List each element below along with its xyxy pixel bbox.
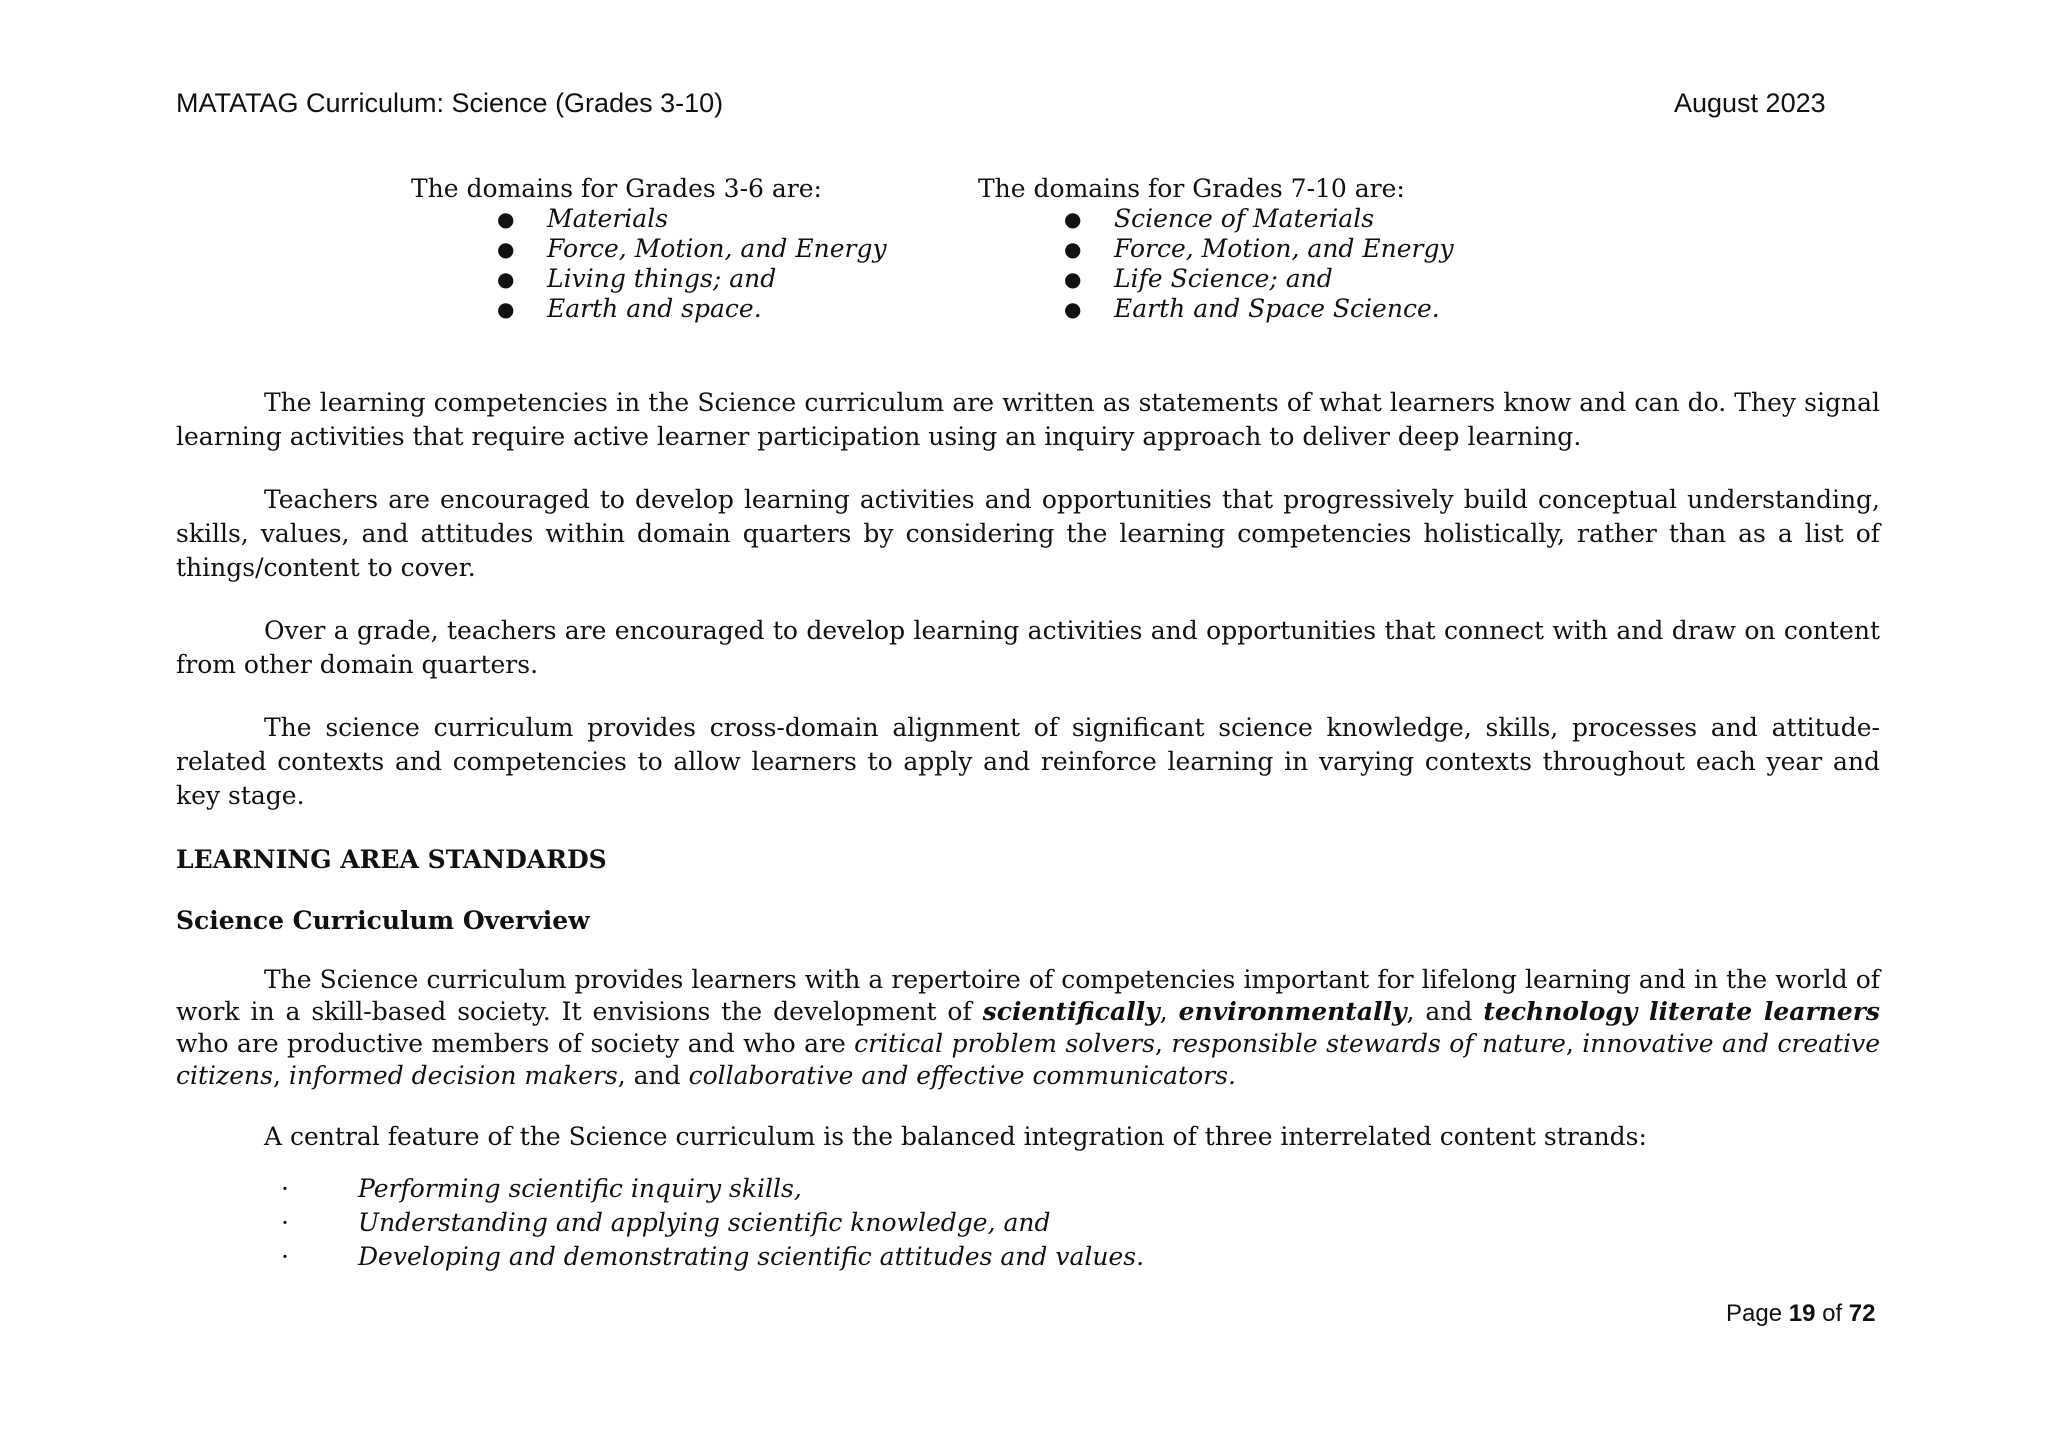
bullet-icon: ● — [1064, 207, 1082, 231]
subsection-heading: Science Curriculum Overview — [176, 906, 590, 935]
bullet-icon: ● — [497, 237, 515, 261]
bullet-icon: ● — [1064, 267, 1082, 291]
list-item: ● Science of Materials — [1064, 204, 1375, 233]
list-item: · Performing scientific inquiry skills, — [176, 1172, 1576, 1206]
list-item: · Understanding and applying scientific knowledge, and — [176, 1206, 1576, 1240]
domains-list — [1064, 204, 1454, 324]
bullet-icon: · — [281, 1242, 289, 1271]
bullet-icon: ● — [497, 267, 515, 291]
list-item: ● Materials — [497, 204, 669, 233]
list-item: ● Earth and space. — [497, 294, 762, 323]
list-item: ● Force, Motion, and Energy — [497, 234, 887, 263]
bullet-icon: · — [281, 1208, 289, 1237]
domains-list — [497, 204, 887, 324]
paragraph-central-feature: A central feature of the Science curriculum is the balanced integration of three interrelated content strands: — [264, 1122, 1647, 1151]
domains-grades-3-6 — [411, 174, 887, 324]
paragraph-overview: The Science curriculum provides learners with a repertoire of competencies important for lifelong learning and in the world of work in a skill-based society. It envisions the development of scientifically, environmentally, and technology literate learners who are productive members of society and who are critical problem solvers, responsible stewards of nature, innovative and creative citizens, informed decision makers, and collaborative and effective communicators. — [176, 965, 1881, 1090]
bullet-icon: ● — [497, 207, 515, 231]
bullet-icon: ● — [497, 297, 515, 321]
bullet-icon: · — [281, 1174, 289, 1203]
list-item: ● Force, Motion, and Energy — [1064, 234, 1454, 263]
paragraph-teachers: Teachers are encouraged to develop learning activities and opportunities that progressively build conceptual understanding, skills, values, and attitudes within domain quarters by considering the learning competencies holistically, rather than as a list of things/content to cover. — [176, 485, 1880, 582]
page-number: Page 19 of 72 — [1726, 1300, 1876, 1327]
paragraph-cross-domain: The science curriculum provides cross-domain alignment of significant science knowledge, skills, processes and attitude-related contexts and competencies to allow learners to apply and reinforce learning in varying contexts throughout each year and key stage. — [176, 713, 1880, 810]
domains-intro: The domains for Grades 7-10 are: — [978, 174, 1405, 203]
header-title: MATATAG Curriculum: Science (Grades 3-10) — [176, 88, 724, 118]
section-heading: LEARNING AREA STANDARDS — [176, 845, 607, 874]
list-item: ● Life Science; and — [1064, 264, 1333, 293]
bullet-icon: ● — [1064, 237, 1082, 261]
list-item: ● Earth and Space Science. — [1064, 294, 1440, 323]
paragraph-over-a-grade: Over a grade, teachers are encouraged to develop learning activities and opportunities that connect with and draw on content from other domain quarters. — [176, 616, 1880, 679]
bullet-icon: ● — [1064, 297, 1082, 321]
paragraph-competencies: The learning competencies in the Science curriculum are written as statements of what learners know and can do. They signal learning activities that require active learner participation using an inquiry approach to deliver deep learning. — [176, 388, 1880, 451]
list-item: ● Living things; and — [497, 264, 777, 293]
header-date: August 2023 — [1674, 88, 1826, 118]
list-item: · Developing and demonstrating scientific attitudes and values. — [176, 1240, 1576, 1274]
domains-intro: The domains for Grades 3-6 are: — [411, 174, 822, 203]
strands-list — [176, 1172, 1576, 1274]
domains-grades-7-10 — [978, 174, 1454, 324]
